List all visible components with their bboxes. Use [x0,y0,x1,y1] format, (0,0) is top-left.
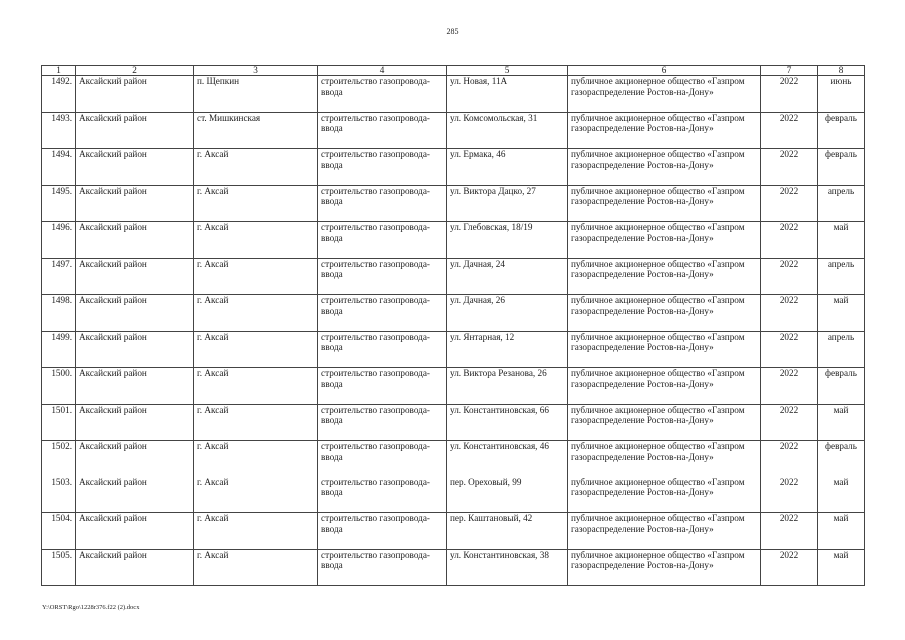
month-cell: июнь [818,76,865,113]
table-row [42,222,865,259]
district-cell: Аксайский район [76,149,194,186]
table-row [42,477,865,513]
year-cell: 2022 [761,368,818,405]
table-row [42,112,865,149]
row-number: 1494. [42,149,76,186]
work-type-cell: строительство газопровода-ввода [318,477,447,513]
address-cell: пер. Ореховый, 99 [447,477,568,513]
month-cell: апрель [818,185,865,222]
month-cell: май [818,404,865,441]
year-cell: 2022 [761,112,818,149]
year-cell: 2022 [761,185,818,222]
year-cell: 2022 [761,549,818,586]
row-number: 1505. [42,549,76,586]
organization-cell: публичное акционерное общество «Газпром газораспределение Ростов-на-Дону» [568,222,761,259]
table-row [42,404,865,441]
month-cell: апрель [818,331,865,368]
row-number: 1503. [42,477,76,513]
gas-pipeline-table [41,65,865,586]
table-row [42,513,865,550]
header-cell: 7 [761,66,818,76]
work-type-cell: строительство газопровода-ввода [318,222,447,259]
row-number: 1496. [42,222,76,259]
header-cell: 2 [76,66,194,76]
month-cell: февраль [818,368,865,405]
address-cell: ул. Виктора Дацко, 27 [447,185,568,222]
district-cell: Аксайский район [76,331,194,368]
table-row [42,149,865,186]
row-number: 1502. [42,441,76,477]
row-number: 1499. [42,331,76,368]
address-cell: ул. Виктора Резанова, 26 [447,368,568,405]
address-cell: ул. Константиновская, 38 [447,549,568,586]
settlement-cell: г. Аксай [194,513,318,550]
work-type-cell: строительство газопровода-ввода [318,258,447,295]
row-number: 1495. [42,185,76,222]
header-cell: 5 [447,66,568,76]
district-cell: Аксайский район [76,368,194,405]
year-cell: 2022 [761,258,818,295]
work-type-cell: строительство газопровода-ввода [318,404,447,441]
address-cell: ул. Константиновская, 46 [447,441,568,477]
column-number-header [42,66,865,76]
month-cell: май [818,222,865,259]
work-type-cell: строительство газопровода-ввода [318,441,447,477]
organization-cell: публичное акционерное общество «Газпром газораспределение Ростов-на-Дону» [568,368,761,405]
table-row [42,185,865,222]
organization-cell: публичное акционерное общество «Газпром газораспределение Ростов-на-Дону» [568,295,761,332]
settlement-cell: г. Аксай [194,331,318,368]
district-cell: Аксайский район [76,76,194,113]
district-cell: Аксайский район [76,404,194,441]
year-cell: 2022 [761,222,818,259]
organization-cell: публичное акционерное общество «Газпром газораспределение Ростов-на-Дону» [568,513,761,550]
district-cell: Аксайский район [76,513,194,550]
year-cell: 2022 [761,404,818,441]
settlement-cell: г. Аксай [194,549,318,586]
year-cell: 2022 [761,477,818,513]
month-cell: май [818,549,865,586]
district-cell: Аксайский район [76,112,194,149]
file-path-footer: Y:\ORST\Rgo\1228r376.f22 (2).docx [42,604,140,611]
district-cell: Аксайский район [76,441,194,477]
district-cell: Аксайский район [76,295,194,332]
address-cell: ул. Ермака, 46 [447,149,568,186]
settlement-cell: г. Аксай [194,441,318,477]
address-cell: ул. Константиновская, 66 [447,404,568,441]
row-number: 1497. [42,258,76,295]
work-type-cell: строительство газопровода-ввода [318,76,447,113]
organization-cell: публичное акционерное общество «Газпром газораспределение Ростов-на-Дону» [568,331,761,368]
row-number: 1492. [42,76,76,113]
address-cell: ул. Комсомольская, 31 [447,112,568,149]
header-cell: 3 [194,66,318,76]
page-number: 285 [446,27,459,36]
organization-cell: публичное акционерное общество «Газпром газораспределение Ростов-на-Дону» [568,112,761,149]
settlement-cell: г. Аксай [194,368,318,405]
organization-cell: публичное акционерное общество «Газпром газораспределение Ростов-на-Дону» [568,549,761,586]
district-cell: Аксайский район [76,185,194,222]
organization-cell: публичное акционерное общество «Газпром газораспределение Ростов-на-Дону» [568,185,761,222]
address-cell: ул. Глебовская, 18/19 [447,222,568,259]
month-cell: февраль [818,112,865,149]
organization-cell: публичное акционерное общество «Газпром газораспределение Ростов-на-Дону» [568,149,761,186]
settlement-cell: г. Аксай [194,222,318,259]
work-type-cell: строительство газопровода-ввода [318,513,447,550]
year-cell: 2022 [761,295,818,332]
district-cell: Аксайский район [76,222,194,259]
settlement-cell: г. Аксай [194,295,318,332]
organization-cell: публичное акционерное общество «Газпром газораспределение Ростов-на-Дону» [568,404,761,441]
row-number: 1500. [42,368,76,405]
district-cell: Аксайский район [76,549,194,586]
settlement-cell: г. Аксай [194,185,318,222]
row-number: 1504. [42,513,76,550]
settlement-cell: г. Аксай [194,149,318,186]
settlement-cell: г. Аксай [194,404,318,441]
table-row [42,295,865,332]
settlement-cell: г. Аксай [194,258,318,295]
month-cell: апрель [818,258,865,295]
settlement-cell: г. Аксай [194,477,318,513]
work-type-cell: строительство газопровода-ввода [318,549,447,586]
month-cell: май [818,477,865,513]
table-row [42,368,865,405]
address-cell: пер. Каштановый, 42 [447,513,568,550]
work-type-cell: строительство газопровода-ввода [318,295,447,332]
row-number: 1498. [42,295,76,332]
district-cell: Аксайский район [76,258,194,295]
work-type-cell: строительство газопровода-ввода [318,112,447,149]
header-cell: 8 [818,66,865,76]
year-cell: 2022 [761,513,818,550]
month-cell: февраль [818,441,865,477]
organization-cell: публичное акционерное общество «Газпром газораспределение Ростов-на-Дону» [568,76,761,113]
organization-cell: публичное акционерное общество «Газпром газораспределение Ростов-на-Дону» [568,258,761,295]
header-cell: 4 [318,66,447,76]
settlement-cell: п. Щепкин [194,76,318,113]
header-cell: 6 [568,66,761,76]
district-cell: Аксайский район [76,477,194,513]
row-number: 1493. [42,112,76,149]
work-type-cell: строительство газопровода-ввода [318,368,447,405]
table-row [42,441,865,477]
month-cell: февраль [818,149,865,186]
address-cell: ул. Дачная, 24 [447,258,568,295]
table-row [42,76,865,113]
organization-cell: публичное акционерное общество «Газпром газораспределение Ростов-на-Дону» [568,477,761,513]
month-cell: май [818,513,865,550]
address-cell: ул. Новая, 11А [447,76,568,113]
year-cell: 2022 [761,76,818,113]
table-row [42,549,865,586]
table-row [42,331,865,368]
settlement-cell: ст. Мишкинская [194,112,318,149]
address-cell: ул. Дачная, 26 [447,295,568,332]
address-cell: ул. Янтарная, 12 [447,331,568,368]
work-type-cell: строительство газопровода-ввода [318,149,447,186]
table-row [42,258,865,295]
year-cell: 2022 [761,331,818,368]
organization-cell: публичное акционерное общество «Газпром газораспределение Ростов-на-Дону» [568,441,761,477]
year-cell: 2022 [761,441,818,477]
year-cell: 2022 [761,149,818,186]
header-cell: 1 [42,66,76,76]
work-type-cell: строительство газопровода-ввода [318,331,447,368]
month-cell: май [818,295,865,332]
row-number: 1501. [42,404,76,441]
work-type-cell: строительство газопровода-ввода [318,185,447,222]
